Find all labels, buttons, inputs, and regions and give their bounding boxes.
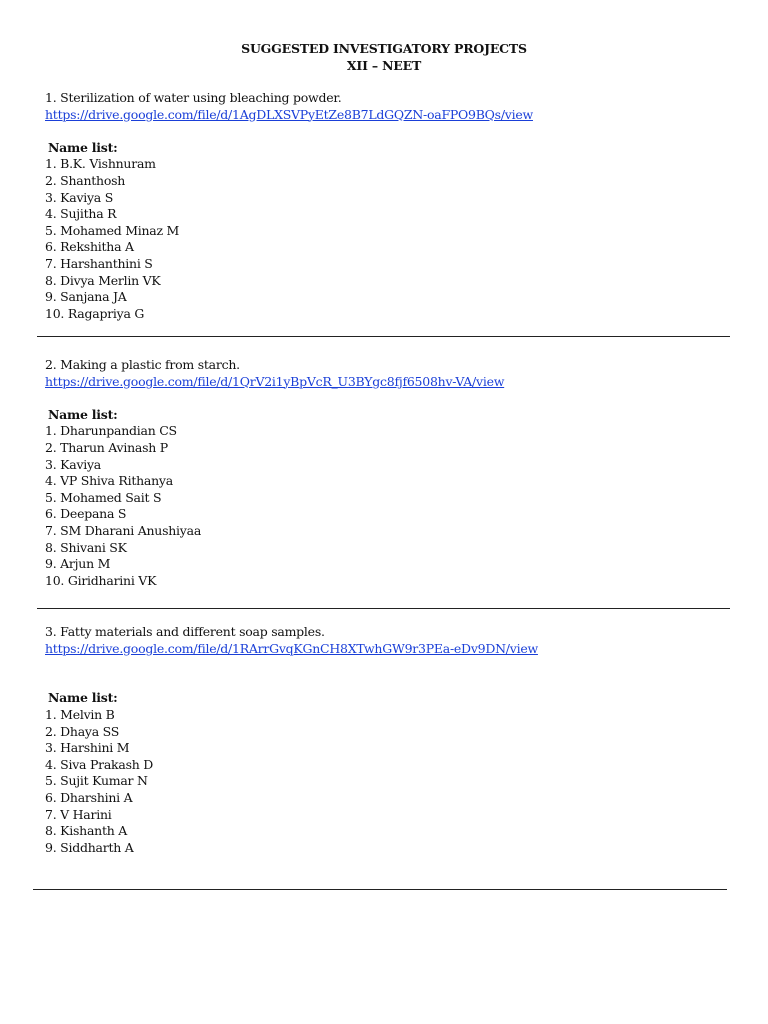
list-item: 7. SM Dharani Anushiyaa xyxy=(45,522,202,538)
list-item: 7. Harshanthini S xyxy=(45,255,153,271)
name-list xyxy=(45,156,735,322)
list-item: 6. Dharshini A xyxy=(45,789,133,805)
document-subtitle: XII – NEET xyxy=(346,58,422,73)
project-title: 2. Making a plastic from starch. xyxy=(45,357,240,372)
list-item: 8. Divya Merlin VK xyxy=(45,272,161,288)
list-item: 5. Sujit Kumar N xyxy=(45,773,148,789)
list-item: 3. Harshini M xyxy=(45,740,130,756)
list-item: 10. Ragapriya G xyxy=(45,305,145,321)
list-item: 3. Kaviya S xyxy=(45,189,114,205)
project-title: 3. Fatty materials and different soap samples. xyxy=(45,624,325,639)
list-item: 10. Giridharini VK xyxy=(45,572,157,588)
name-list-heading: Name list: xyxy=(48,139,118,155)
list-item: 4. VP Shiva Rithanya xyxy=(45,473,173,489)
list-item: 6. Rekshitha A xyxy=(45,239,134,255)
list-item: 9. Sanjana JA xyxy=(45,289,127,305)
list-item: 3. Kaviya xyxy=(45,456,102,472)
list-item: 8. Shivani SK xyxy=(45,539,127,555)
project-2 xyxy=(45,357,735,589)
list-item: 9. Arjun M xyxy=(45,556,111,572)
list-item: 9. Siddharth A xyxy=(45,839,134,855)
list-item: 4. Siva Prakash D xyxy=(45,756,154,772)
divider xyxy=(37,608,730,609)
list-item: 7. V Harini xyxy=(45,806,112,822)
divider xyxy=(33,889,727,890)
document-title: SUGGESTED INVESTIGATORY PROJECTS xyxy=(241,41,527,56)
list-item: 2. Tharun Avinash P xyxy=(45,439,168,455)
name-list xyxy=(45,707,735,856)
list-item: 1. B.K. Vishnuram xyxy=(45,156,156,172)
list-item: 8. Kishanth A xyxy=(45,823,128,839)
name-list-heading: Name list: xyxy=(48,406,118,422)
project-link[interactable]: https://drive.google.com/file/d/1AgDLXSVPyEtZe8B7LdGQZN-oaFPO9BQs/view xyxy=(45,106,533,122)
list-item: 5. Mohamed Minaz M xyxy=(45,222,180,238)
project-link[interactable]: https://drive.google.com/file/d/1RArrGvqKGnCH8XTwhGW9r3PEa-eDv9DN/view xyxy=(45,640,538,656)
list-item: 1. Melvin B xyxy=(45,706,115,722)
divider xyxy=(37,336,730,337)
list-item: 1. Dharunpandian CS xyxy=(45,423,177,439)
list-item: 4. Sujitha R xyxy=(45,206,117,222)
list-item: 2. Shanthosh xyxy=(45,172,126,188)
project-title: 1. Sterilization of water using bleaching powder. xyxy=(45,90,342,105)
project-3 xyxy=(45,624,735,856)
list-item: 2. Dhaya SS xyxy=(45,723,120,739)
project-1 xyxy=(45,90,735,322)
name-list-heading: Name list: xyxy=(48,690,118,706)
list-item: 6. Deepana S xyxy=(45,506,127,522)
project-link[interactable]: https://drive.google.com/file/d/1QrV2i1yBpVcR_U3BYgc8fjf6508hv-VA/view xyxy=(45,373,505,389)
name-list xyxy=(45,423,735,589)
list-item: 5. Mohamed Sait S xyxy=(45,489,162,505)
